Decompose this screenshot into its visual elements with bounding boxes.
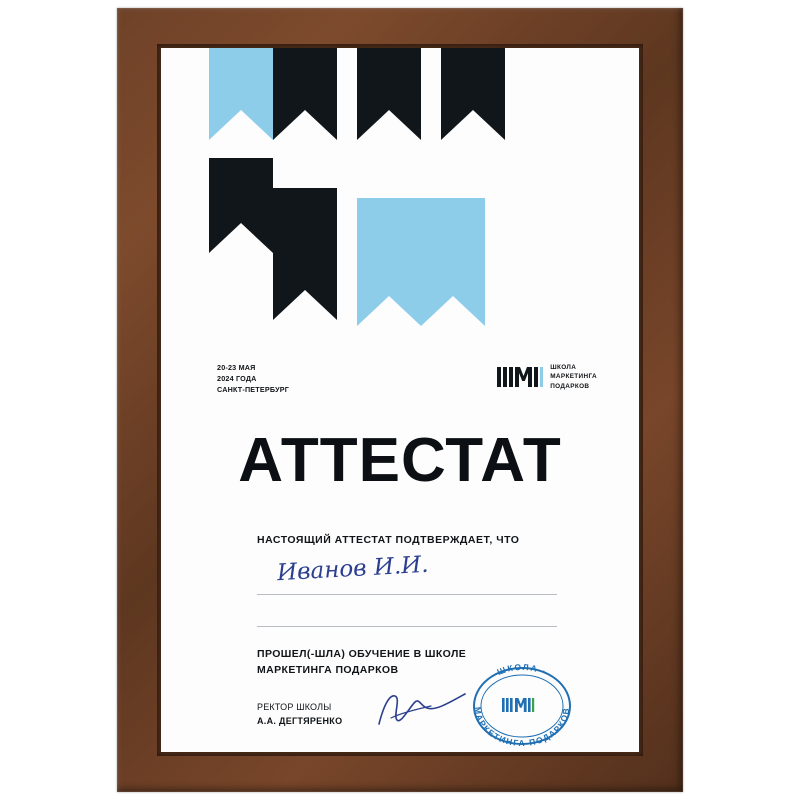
completion-text xyxy=(257,646,466,679)
header-row xyxy=(217,363,597,395)
brand-logo-icon xyxy=(497,367,543,387)
signatory-name: А.А. ДЕГТЯРЕНКО xyxy=(257,716,343,727)
certificate-paper xyxy=(161,48,639,752)
completion-line-1: ПРОШЕЛ(-ШЛА) ОБУЧЕНИЕ В ШКОЛЕ xyxy=(257,648,467,660)
event-year: 2024 ГОДА xyxy=(217,373,257,383)
handwritten-signature-icon xyxy=(373,688,473,732)
name-rule-line-1 xyxy=(257,594,557,595)
confirmation-text: НАСТОЯЩИЙ АТТЕСТАТ ПОДТВЕРЖДАЕТ, ЧТО xyxy=(257,534,520,546)
signature-block xyxy=(257,700,342,729)
stamp-text-bottom: МАРКЕТИНГА ПОДАРКОВ xyxy=(472,706,572,748)
brand-name-line-3: ПОДАРКОВ xyxy=(550,382,590,390)
stamp-logo-icon xyxy=(502,698,534,712)
svg-text:МАРКЕТИНГА ПОДАРКОВ xyxy=(473,706,571,748)
brand-name xyxy=(550,363,597,391)
certificate-title: АТТЕСТАТ xyxy=(238,426,562,495)
name-rule-line-2 xyxy=(257,626,557,627)
event-city: САНКТ-ПЕТЕРБУРГ xyxy=(217,384,290,394)
recipient-name-handwritten: Иванов И.И. xyxy=(276,551,430,587)
brand-name-line-1: ШКОЛА xyxy=(550,364,577,371)
chevron-pattern-graphic xyxy=(161,48,639,348)
official-stamp xyxy=(461,660,583,748)
signatory-role: РЕКТОР ШКОЛЫ xyxy=(257,702,332,712)
picture-frame xyxy=(117,8,683,792)
brand-name-line-2: МАРКЕТИНГА xyxy=(550,373,597,381)
brand-lockup xyxy=(497,363,597,391)
completion-line-2: МАРКЕТИНГА ПОДАРКОВ xyxy=(257,664,399,677)
event-info xyxy=(217,363,289,395)
stamp-text-top: ШКОЛА · xyxy=(495,661,549,678)
event-dates: 20-23 МАЯ xyxy=(217,363,256,372)
